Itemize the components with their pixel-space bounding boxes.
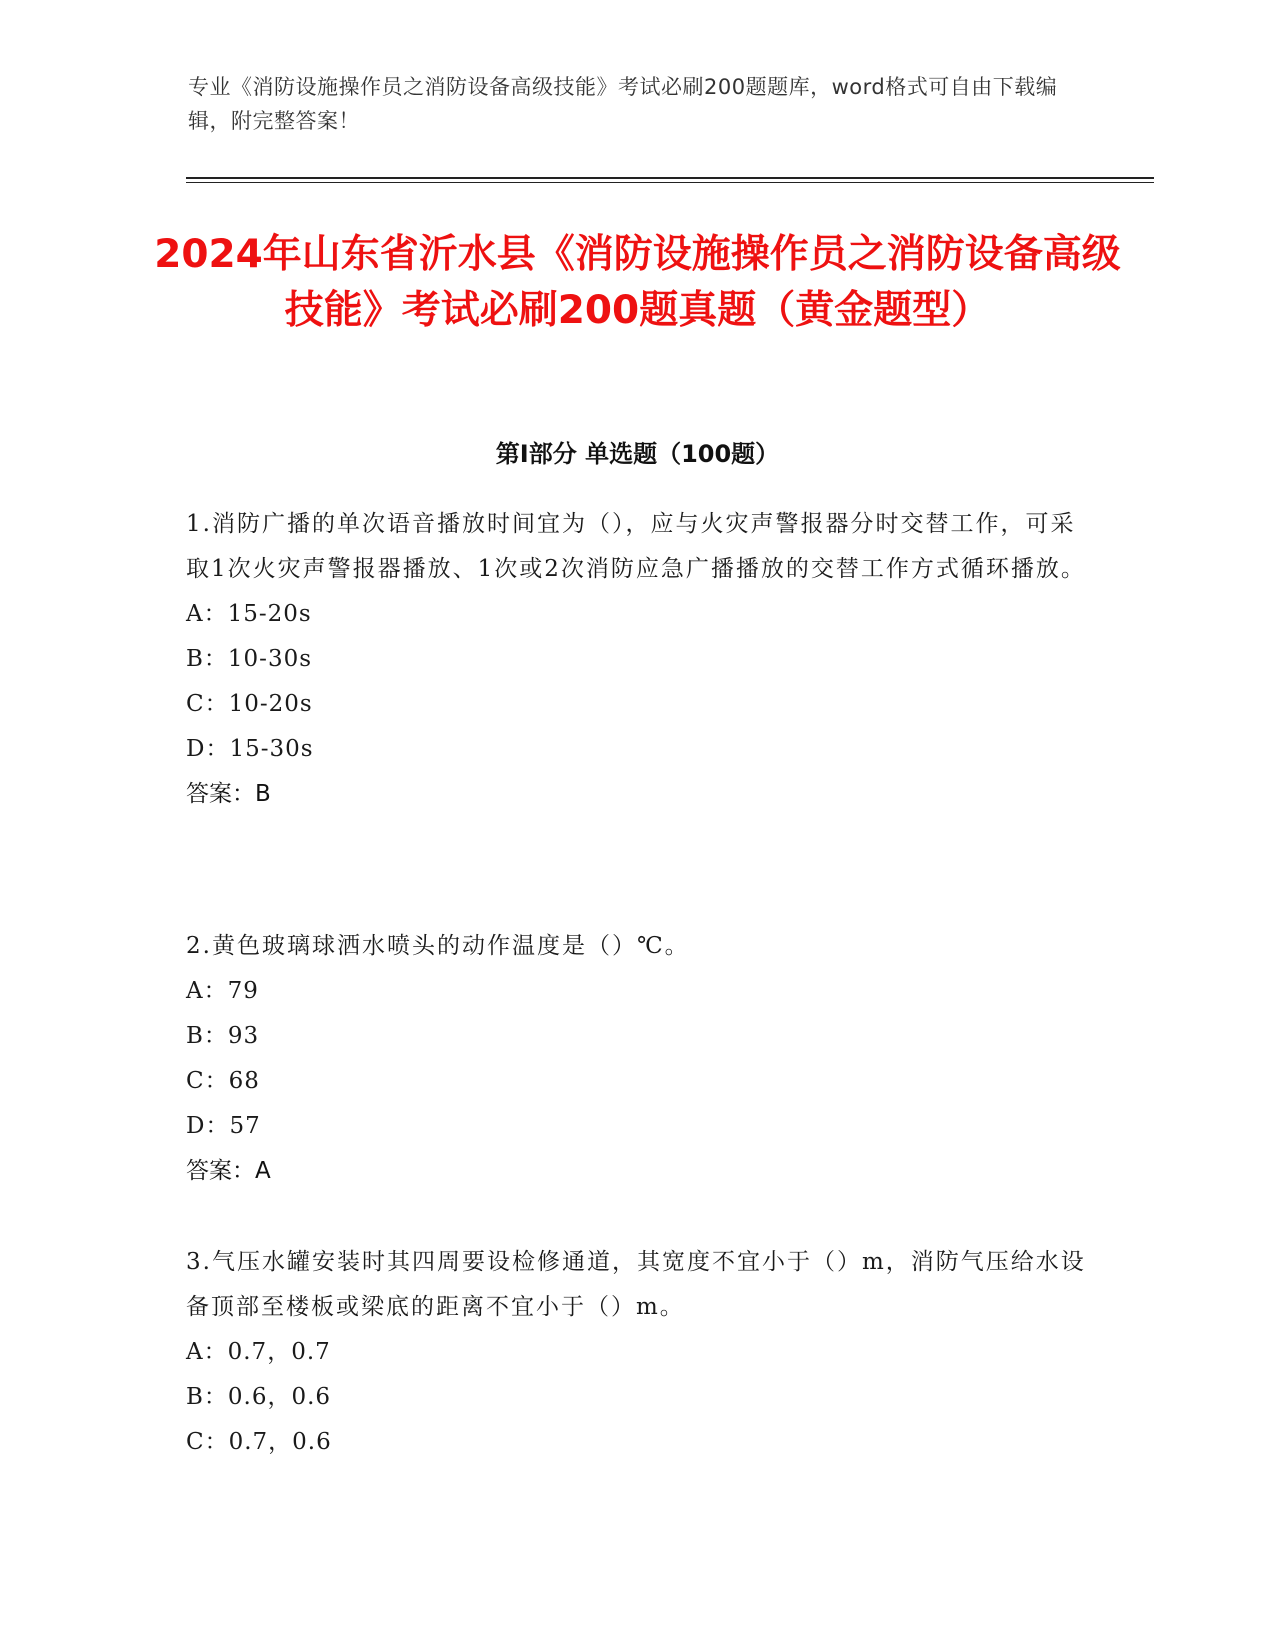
question-stem: 3.气压水罐安装时其四周要设检修通道，其宽度不宜小于（）m，消防气压给水设备顶部至楼板或梁底的距离不宜小于（）m。 — [186, 1249, 1086, 1320]
option-b: B：93 — [186, 1023, 260, 1049]
document-title: 2024年山东省沂水县《消防设施操作员之消防设备高级技能》考试必刷200题真题（黄金题型） — [154, 232, 1121, 333]
section-heading: 第I部分 单选题（100题） — [495, 440, 780, 468]
question-stem: 2.黄色玻璃球洒水喷头的动作温度是（）℃。 — [186, 933, 690, 959]
option-b: B：10-30s — [186, 646, 313, 672]
header-divider-thick — [186, 177, 1154, 179]
question-1 — [186, 502, 1086, 817]
option-b: B：0.6，0.6 — [186, 1384, 332, 1410]
option-a: A：0.7，0.7 — [186, 1339, 331, 1365]
option-c: C：10-20s — [186, 691, 313, 717]
option-c: C：68 — [186, 1068, 260, 1094]
option-a: A：15-20s — [186, 601, 312, 627]
question-2 — [186, 924, 1086, 1194]
question-stem: 1.消防广播的单次语音播放时间宜为（），应与火灾声警报器分时交替工作，可采取1次火灾声警报器播放、1次或2次消防应急广播播放的交替工作方式循环播放。 — [186, 511, 1086, 582]
option-d: D：57 — [186, 1113, 261, 1139]
question-3 — [186, 1240, 1086, 1465]
answer: 答案：A — [186, 1158, 271, 1184]
answer: 答案：B — [186, 781, 271, 807]
header-divider-thin — [186, 182, 1154, 183]
option-d: D：15-30s — [186, 736, 314, 762]
option-a: A：79 — [186, 978, 259, 1004]
header-note: 专业《消防设施操作员之消防设备高级技能》考试必刷200题题库，word格式可自由下载编辑，附完整答案！ — [188, 75, 1058, 133]
option-c: C：0.7，0.6 — [186, 1429, 332, 1455]
